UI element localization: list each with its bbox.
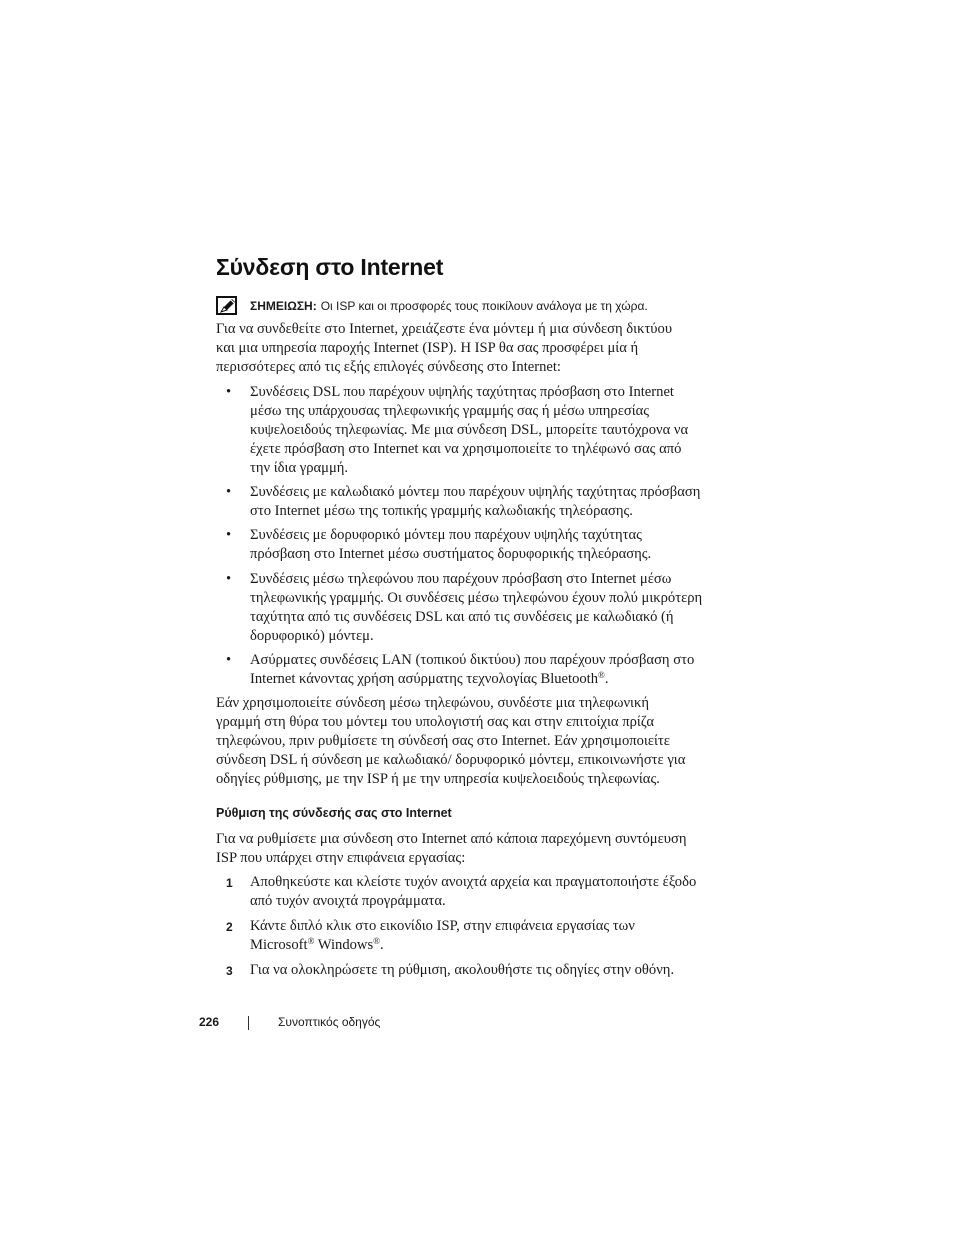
step-text [250,961,674,980]
paragraph-line: γραμμή στη θύρα του μόντεμ του υπολογιστή σας και στην επιτοίχια πρίζα [216,714,654,730]
list-item-line [250,670,694,689]
step-line-end: . [380,937,384,953]
registered-mark: ® [373,936,380,946]
list-item-line-end: . [604,671,609,687]
step-number: 3 [226,964,233,978]
paragraph-line: οδηγίες ρύθμισης, με την ISP ή με την υπηρεσία κυψελοειδούς τηλεφωνίας. [216,771,660,787]
list-item-line: Συνδέσεις μέσω τηλεφώνου που παρέχουν πρόσβαση στο Internet μέσω [250,571,672,587]
list-item-line: στο Internet μέσω της τοπικής γραμμής καλωδιακής τηλεόρασης. [250,503,633,519]
note-pencil-icon [216,296,238,316]
step-line: Για να ολοκληρώσετε τη ρύθμιση, ακολουθήστε τις οδηγίες στην οθόνη. [250,962,675,978]
list-item-line: Ασύρματες συνδέσεις LAN (τοπικού δικτύου) που παρέχουν πρόσβαση στο [250,652,695,668]
list-item-line: τηλεφωνικής γραμμής. Οι συνδέσεις μέσω τηλεφώνου έχουν πολύ μικρότερη [250,590,703,606]
list-item-line: πρόσβαση στο Internet μέσω συστήματος δορυφορικής τηλεόρασης. [250,546,652,562]
bullet-icon: • [226,652,232,668]
footer-divider [248,1016,249,1030]
bullet-icon: • [226,484,232,500]
note-label: ΣΗΜΕΙΩΣΗ: [250,299,317,313]
step-line: από τυχόν ανοιχτά προγράμματα. [250,893,446,909]
registered-mark: ® [307,936,315,946]
list-item-text [250,483,700,521]
list-item-line: την ίδια γραμμή. [250,460,349,476]
note-box [216,296,716,316]
paragraph-line: Για να ρυθμίσετε μια σύνδεση στο Internet από κάποια παρεχόμενη συντόμευση [216,831,687,847]
list-item-line: έχετε πρόσβαση στο Internet και να χρησιμοποιείτε το τηλέφωνό σας από [250,441,682,457]
step-line [250,936,635,955]
step-text [250,873,696,911]
list-item-line: Συνδέσεις DSL που παρέχουν υψηλής ταχύτητας πρόσβαση στο Internet [250,384,674,400]
dialup-paragraph [216,694,716,789]
list-item-line: μέσω της υπάρχουσας τηλεφωνικής γραμμής σας ή μέσω υπηρεσίας [250,403,650,419]
list-item-line: δορυφορικό) μόντεμ. [250,628,374,644]
footer-title: Συνοπτικός οδηγός [278,1015,381,1029]
list-item-line-text: Internet κάνοντας χρήση ασύρματης τεχνολογίας Bluetooth [250,671,599,687]
list-item-text [250,383,688,478]
intro-line: και μια υπηρεσία παροχής Internet (ISP). Η ISP θα σας προσφέρει μία ή [216,340,639,356]
step-number: 2 [226,920,233,934]
step-number: 1 [226,876,233,890]
page-heading: Σύνδεση στο Internet [216,254,444,280]
page-number: 226 [199,1015,220,1029]
step-text [250,917,635,955]
list-item-line: Συνδέσεις με δορυφορικό μόντεμ που παρέχουν υψηλής ταχύτητας [250,527,642,543]
paragraph-line: τηλεφώνου, πριν ρυθμίσετε τη σύνδεσή σας στο Internet. Εάν χρησιμοποιείτε [216,733,670,749]
section-subheading: Ρύθμιση της σύνδεσής σας στο Internet [216,806,452,820]
note-content [250,297,648,315]
step-line: Κάντε διπλό κλικ στο εικονίδιο ISP, στην επιφάνεια εργασίας των [250,918,635,934]
intro-paragraph [216,320,716,377]
intro-line: περισσότερες από τις εξής επιλογές σύνδεσης στο Internet: [216,359,561,375]
paragraph-line: σύνδεση DSL ή σύνδεση με καλωδιακό/ δορυφορικό μόντεμ, επικοινωνήστε για [216,752,686,768]
registered-mark: ® [598,670,605,680]
list-item-line: Συνδέσεις με καλωδιακό μόντεμ που παρέχουν υψηλής ταχύτητας πρόσβαση [250,484,701,500]
paragraph-line: Εάν χρησιμοποιείτε σύνδεση μέσω τηλεφώνου, συνδέστε μια τηλεφωνική [216,695,649,711]
note-text: Οι ISP και οι προσφορές τους ποικίλουν ανάλογα με τη χώρα. [320,299,648,313]
bullet-icon: • [226,384,232,400]
list-item-text [250,651,694,689]
list-item-line: κυψελοειδούς τηλεφωνίας. Με μια σύνδεση DSL, μπορείτε ταυτόχρονα να [250,422,689,438]
list-item-line: ταχύτητα από τις συνδέσεις DSL και από τις συνδέσεις με καλωδιακό (ή [250,609,674,625]
bullet-icon: • [226,527,232,543]
list-item-text [250,570,702,646]
step-line: Αποθηκεύστε και κλείστε τυχόν ανοιχτά αρχεία και πραγματοποιήστε έξοδο [250,874,697,890]
intro-line: Για να συνδεθείτε στο Internet, χρειάζεστε ένα μόντεμ ή μια σύνδεση δικτύου [216,321,673,337]
bullet-icon: • [226,571,232,587]
paragraph-line: ISP που υπάρχει στην επιφάνεια εργασίας: [216,850,466,866]
setup-intro-paragraph [216,830,716,868]
step-line-text: Microsoft [250,937,308,953]
list-item-text [250,526,651,564]
step-line-text: Windows [314,937,374,953]
